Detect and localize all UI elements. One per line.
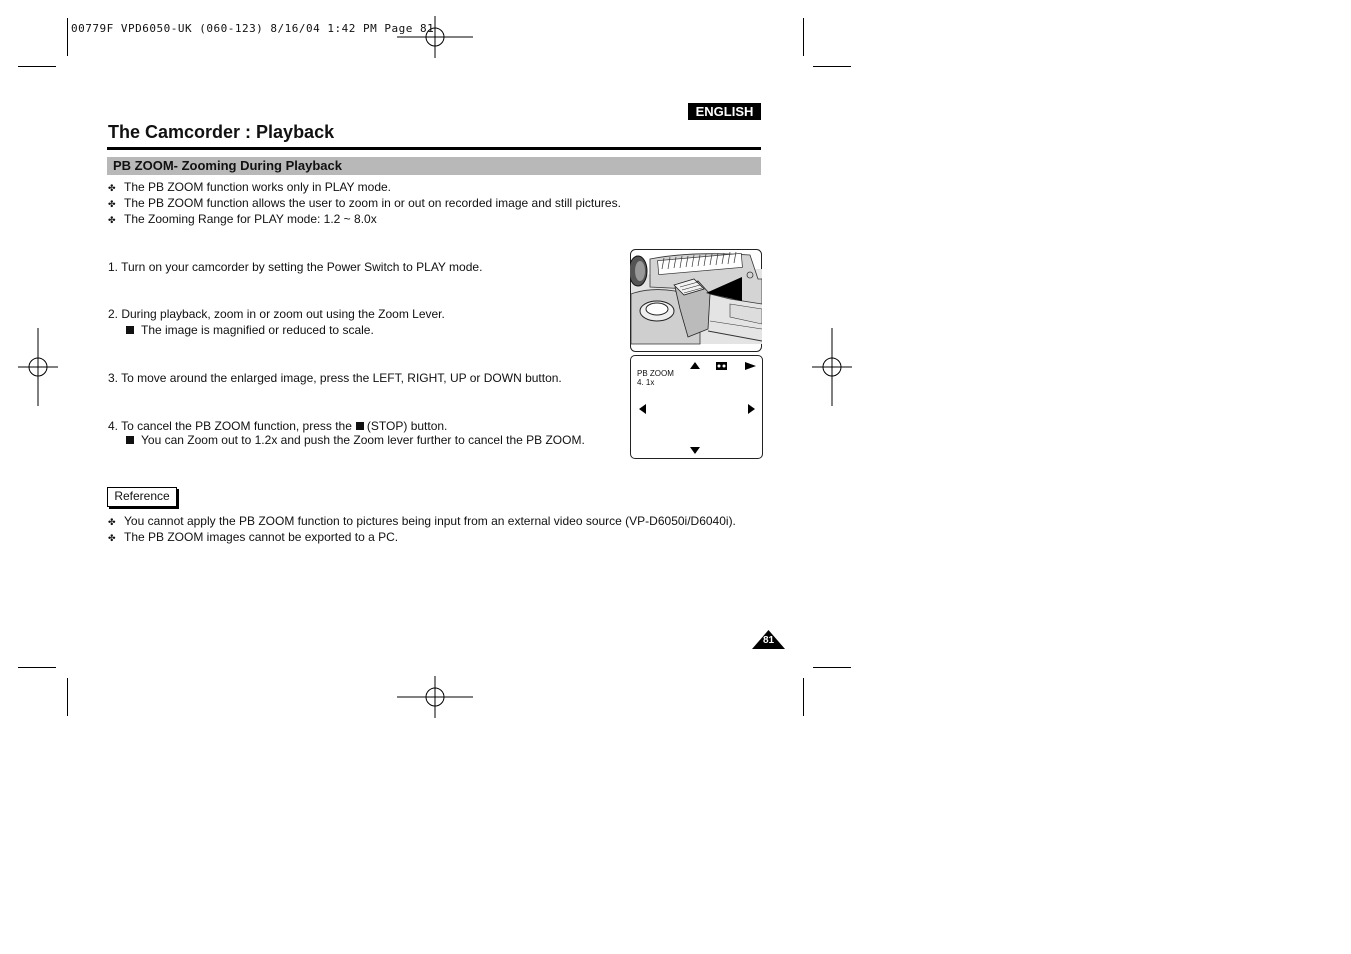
screen-zoom-value: 4. 1x bbox=[637, 378, 655, 387]
registration-mark bbox=[397, 676, 473, 718]
step-2-note bbox=[126, 323, 374, 337]
registration-mark bbox=[18, 328, 58, 406]
page-number: 81 bbox=[762, 635, 775, 646]
crop-mark bbox=[67, 18, 68, 56]
left-arrow-icon bbox=[639, 404, 646, 414]
bullet-item bbox=[108, 212, 377, 226]
crop-mark bbox=[18, 667, 56, 668]
tape-icon bbox=[716, 362, 727, 370]
reference-bullet bbox=[108, 514, 736, 528]
step-4-text-after: (STOP) button. bbox=[366, 419, 448, 433]
language-badge: ENGLISH bbox=[688, 103, 761, 120]
step-1: 1. Turn on your camcorder by setting the Power Switch to PLAY mode. bbox=[108, 260, 483, 274]
title-rule bbox=[107, 147, 761, 150]
reference-bullet bbox=[108, 530, 398, 544]
play-icon bbox=[745, 362, 756, 370]
step-4-note bbox=[126, 433, 585, 447]
square-bullet-icon bbox=[126, 436, 134, 444]
down-arrow-icon bbox=[690, 447, 700, 454]
crop-mark bbox=[803, 678, 804, 716]
crop-mark bbox=[67, 678, 68, 716]
bullet-icon: ✤ bbox=[108, 183, 116, 193]
step-4-text-before: 4. To cancel the PB ZOOM function, press the bbox=[108, 419, 352, 433]
step-4 bbox=[108, 419, 447, 433]
step-3: 3. To move around the enlarged image, press the LEFT, RIGHT, UP or DOWN button. bbox=[108, 371, 562, 385]
square-bullet-icon bbox=[126, 326, 134, 334]
bullet-icon: ✤ bbox=[108, 215, 116, 225]
bullet-item bbox=[108, 196, 621, 210]
bullet-icon: ✤ bbox=[108, 517, 116, 527]
bullet-icon: ✤ bbox=[108, 533, 116, 543]
reference-bullet-text: The PB ZOOM images cannot be exported to a PC. bbox=[124, 530, 399, 544]
bullet-item bbox=[108, 180, 391, 194]
crop-mark bbox=[18, 66, 56, 67]
step-2: 2. During playback, zoom in or zoom out using the Zoom Lever. bbox=[108, 307, 445, 321]
lcd-screen-illustration bbox=[630, 355, 763, 459]
bullet-text: The PB ZOOM function works only in PLAY mode. bbox=[124, 180, 391, 194]
bullet-text: The Zooming Range for PLAY mode: 1.2 ~ 8.0x bbox=[124, 212, 377, 226]
reference-bullet-text: You cannot apply the PB ZOOM function to pictures being input from an external video source (VP-D6050i/D6040i). bbox=[124, 514, 736, 528]
bullet-text: The PB ZOOM function allows the user to zoom in or out on recorded image and still pictures. bbox=[124, 196, 621, 210]
right-arrow-icon bbox=[748, 404, 755, 414]
bullet-icon: ✤ bbox=[108, 199, 116, 209]
up-arrow-icon bbox=[690, 362, 700, 369]
stop-icon bbox=[356, 422, 364, 430]
registration-mark bbox=[812, 328, 852, 406]
camcorder-zoom-lever-illustration bbox=[630, 249, 762, 352]
step-2-note-text: The image is magnified or reduced to scale. bbox=[141, 323, 374, 337]
page-title: The Camcorder : Playback bbox=[108, 122, 335, 142]
crop-mark bbox=[803, 18, 804, 56]
step-4-note-text: You can Zoom out to 1.2x and push the Zoom lever further to cancel the PB ZOOM. bbox=[141, 433, 585, 447]
crop-mark bbox=[813, 667, 851, 668]
crop-mark bbox=[813, 66, 851, 67]
reference-label: Reference bbox=[107, 487, 177, 507]
section-title: PB ZOOM- Zooming During Playback bbox=[113, 158, 342, 173]
print-header: 00779F VPD6050-UK (060-123) 8/16/04 1:42 PM Page 81 bbox=[71, 22, 435, 35]
screen-pb-zoom-label: PB ZOOM bbox=[637, 369, 674, 378]
